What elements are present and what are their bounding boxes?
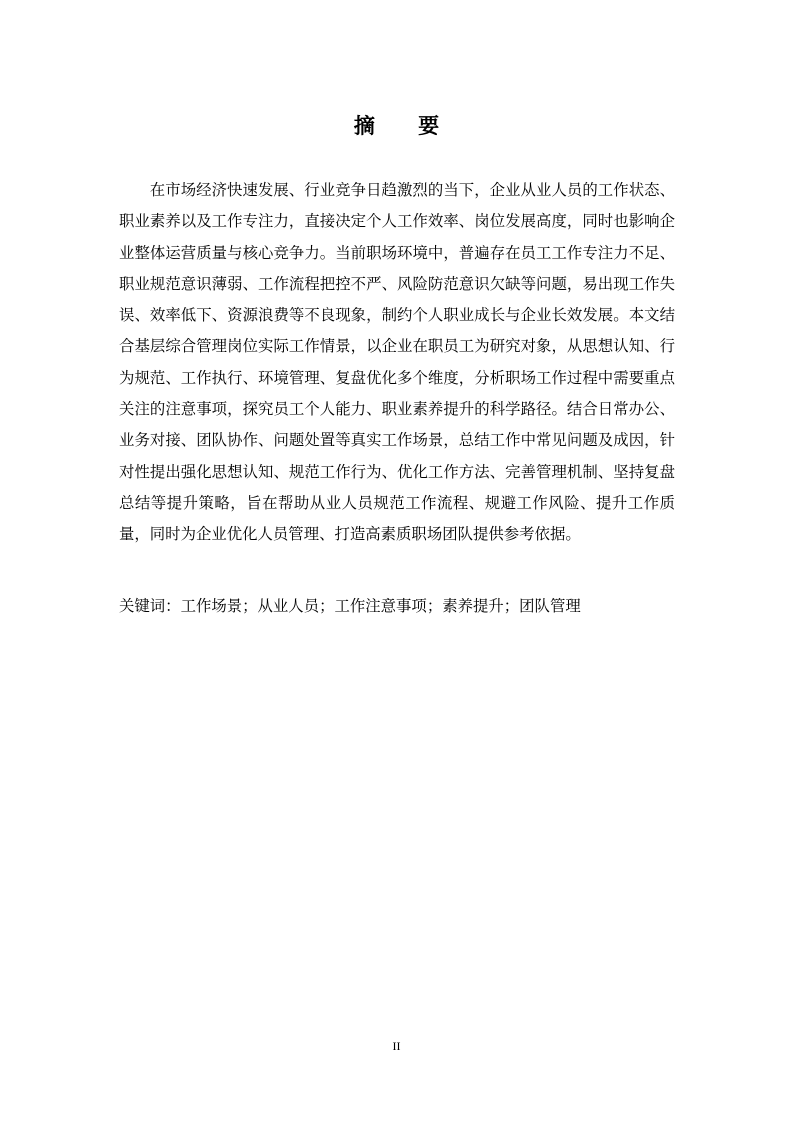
abstract-title: 摘 要: [353, 113, 458, 138]
page-number: II: [392, 1039, 401, 1053]
abstract-body: 在市场经济快速发展、行业竞争日趋激烈的当下，企业从业人员的工作状态、职业素养以及工作专注力，直接决定个人工作效率、岗位发展高度，同时也影响企业整体运营质量与核心竞争力。当前职场环境中，普遍存在员工工作专注力不足、职业规范意识薄弱、工作流程把控不严、风险防范意识欠缺等问题，易出现工作失误、效率低下、资源浪费等不良现象，制约个人职业成长与企业长效发展。本文结合基层综合管理岗位实际工作情景，以企业在职员工为研究对象，从思想认知、行为规范、工作执行、环境管理、复盘优化多个维度，分析职场工作过程中需要重点关注的注意事项，探究员工个人能力、职业素养提升的科学路径。结合日常办公、业务对接、团队协作、问题处置等真实工作场景，总结工作中常见问题及成因，针对性提出强化思想认知、规范工作行为、优化工作方法、完善管理机制、坚持复盘总结等提升策略，旨在帮助从业人员规范工作流程、规避工作风险、提升工作质量，同时为企业优化人员管理、打造高素质职场团队提供参考依据。: [119, 181, 675, 544]
keywords-line: 关键词：工作场景；从业人员；工作注意事项；素养提升；团队管理: [119, 597, 581, 615]
